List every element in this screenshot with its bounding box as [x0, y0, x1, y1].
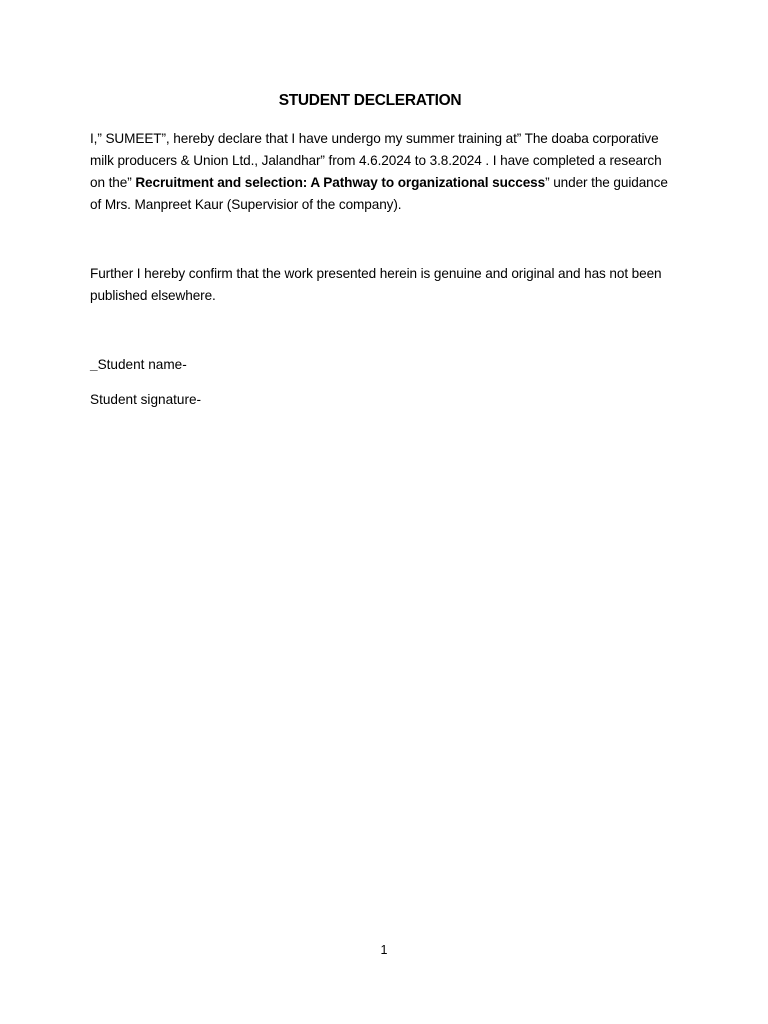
- student-name-label: Student name-: [97, 357, 187, 372]
- declaration-paragraph: [90, 128, 670, 216]
- student-name-line: [90, 354, 187, 376]
- document-title: STUDENT DECLERATION: [278, 92, 462, 109]
- research-title: Recruitment and selection: A Pathway to organizational success: [135, 175, 546, 190]
- confirmation-paragraph: Further I hereby confirm that the work presented herein is genuine and original and has not been published elsewhere.: [90, 266, 662, 303]
- student-signature-label: Student signature-: [90, 392, 202, 407]
- page-number: 1: [380, 943, 388, 957]
- declaration-text-intro: I,” SUMEET”, hereby declare that I have undergo my summer training at” The doaba corporative milk producers & Union Ltd., Jalandhar” from 4.6.2024 to 3.8.2024 . I have completed a research on the”: [90, 131, 662, 190]
- declaration-text-guidance: ” under the guidance of Mrs. Manpreet Kaur (Supervisior of the company).: [90, 175, 668, 212]
- name-line-underscore: _: [90, 357, 98, 372]
